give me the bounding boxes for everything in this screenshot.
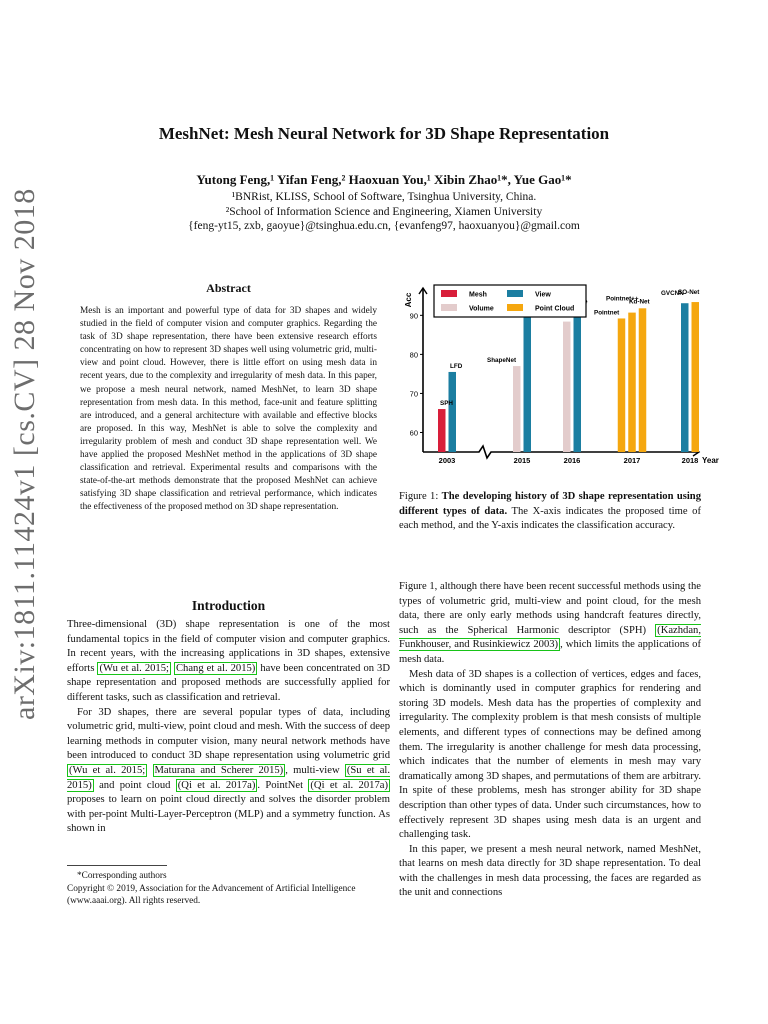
- bar-label: SPH: [440, 400, 453, 408]
- legend-swatch: [441, 304, 457, 311]
- x-tick-label: 2016: [563, 456, 581, 465]
- intro-paragraph-1: [67, 618, 390, 706]
- x-tick-label: 2003: [438, 456, 456, 465]
- figure-caption-bold: The developing history of 3D shape representation using different types of data.: [399, 491, 701, 517]
- bar-label: ShapeNet: [487, 357, 517, 365]
- corresponding-note: *Corresponding authors: [77, 871, 167, 881]
- chart-legend: [434, 285, 586, 317]
- right-p1-text-cont: , which limits the applications of mesh data.: [399, 639, 701, 665]
- bar-lfd: [449, 372, 457, 452]
- affiliation-1: ¹BNRist, KLISS, School of Software, Tsinghua University, China.: [231, 191, 537, 203]
- bar-so-net: [692, 302, 700, 452]
- figure-1-chart: [399, 276, 724, 472]
- arxiv-identifier: arXiv:1811.11424v1 [cs.CV] 28 Nov 2018: [8, 188, 41, 720]
- bar-kd-net: [639, 308, 647, 452]
- abstract-text: Mesh is an important and powerful type of data for 3D shapes and widely studied in the field of computer vision and computer graphics. Regarding the task of 3D shape representation, there have been extensive research efforts concentrating on how to represent 3D shapes well using volumetric grid, multi-view and point cloud. However, there is little effort on using mesh data in recent years, due to the complexity and irregularity of mesh data. In this paper, we propose a mesh neural network, named MeshNet, to learn 3D shape representation from mesh data. In this method, face-unit and feature splitting are introduced, and a general architecture with available and effective blocks are proposed. In this way, MeshNet is able to solve the complexity and irregularity problem of mesh and conduct 3D shape representation well. We have applied the proposed MeshNet method in the applications of 3D shape classification and retrieval. Experimental results and comparisons with the state-of-the-art methods demonstrate that the proposed MeshNet can achieve satisfying 3D shape classification and retrieval performance, which indicates the effectiveness of the proposed method on 3D shape representation.: [80, 306, 377, 513]
- intro-p2-text-e: proposes to learn on point cloud directly and solves the disorder problem with per-point Multi-Layer-Perceptron (MLP) and a symmetry function. As shown in: [67, 794, 390, 835]
- legend-label: View: [535, 291, 551, 299]
- y-axis-label: Acc: [404, 292, 413, 308]
- bar-fpnn: [563, 322, 571, 452]
- y-tick-label: 90: [409, 311, 418, 321]
- author-emails: {feng-yt15, zxb, gaoyue}@tsinghua.edu.cn, {evanfeng97, haoxuanyou}@gmail.com: [188, 220, 580, 232]
- intro-p1-text-cont: have been concentrated on 3D shape representation and proposed methods are successfully applied for different tasks, such as classification and retrieval.: [67, 662, 391, 703]
- legend-swatch: [441, 290, 457, 297]
- x-axis-label: Year: [702, 456, 719, 465]
- x-tick-label: 2015: [513, 456, 531, 465]
- figure-caption-rest: The X-axis indicates the proposed time of each method, and the Y-axis indicates the classification accuracy.: [399, 505, 701, 532]
- citation-link[interactable]: (Qi et al. 2017a): [177, 779, 256, 791]
- bar-label: LFD: [450, 362, 463, 370]
- footnote-rule: [67, 865, 167, 866]
- citation-link[interactable]: (Kazhdan, Funkhouser, and Rusinkiewicz 2003): [399, 624, 701, 651]
- bar-mvcnn: [524, 315, 532, 452]
- right-paragraph-2: Mesh data of 3D shapes is a collection of vertices, edges and faces, which is dominantly used in computer graphics for rendering and storing 3D models. Mesh data has the properties of complexity and irregularity. The complexity problem is that mesh consists of multiple elements, and different types of connections may be defined among them. The irregularity is another challenge for mesh data processing, which indicates that the number of elements in mesh may vary dramatically among 3D shapes, and permutations of them are arbitrary. In spite of these problems, mesh has stronger ability for 3D shape description than other types of data. Under such circumstances, how to effectively represent 3D shapes using mesh data is an urgent and challenging task.: [399, 668, 701, 841]
- bar-label: Kd-Net: [629, 298, 650, 306]
- y-tick-label: 60: [409, 428, 418, 438]
- bar-pairwise: [574, 313, 582, 452]
- x-axis-line: [423, 446, 699, 458]
- right-column-body: [399, 580, 701, 901]
- citation-link[interactable]: Chang et al. 2015): [175, 662, 256, 674]
- bar-label: SO-Net: [678, 289, 700, 297]
- affiliation-2: ²School of Information Science and Engineering, Xiamen University: [225, 206, 543, 218]
- abstract-heading: Abstract: [206, 281, 251, 295]
- legend-swatch: [507, 304, 523, 311]
- bar-pointnet: [618, 318, 626, 452]
- intro-p1-text: Three-dimensional (3D) shape representation is one of the most fundamental topics in the field of computer vision and computer graphics. In recent years, with the increasing applications in 3D shapes, extensive efforts: [67, 619, 390, 674]
- y-tick-label: 70: [409, 389, 418, 399]
- author-list: Yutong Feng,¹ Yifan Feng,² Haoxuan You,¹ Xibin Zhao¹*, Yue Gao¹*: [196, 172, 572, 187]
- legend-swatch: [507, 290, 523, 297]
- citation-link[interactable]: (Qi et al. 2017a): [310, 779, 388, 791]
- figure-caption: [399, 490, 701, 534]
- bar-pointnet-: [628, 313, 636, 452]
- citation-link[interactable]: Maturana and Scherer 2015): [154, 764, 284, 776]
- legend-label: Volume: [469, 305, 494, 313]
- intro-p2-text-d: . PointNet: [257, 779, 309, 791]
- bar-label: Pointnet: [594, 309, 620, 317]
- paper-title: MeshNet: Mesh Neural Network for 3D Shape Representation: [158, 124, 610, 143]
- introduction-heading: Introduction: [191, 598, 266, 613]
- legend-label: Point Cloud: [535, 305, 575, 313]
- bar-gvcnn: [681, 303, 689, 452]
- introduction-body: [67, 618, 390, 837]
- intro-p2-text-c: and point cloud: [93, 779, 176, 791]
- intro-p2-text-b: , multi-view: [285, 764, 345, 776]
- bar-shapenet: [513, 366, 521, 452]
- citation-link[interactable]: (Wu et al. 2015;: [69, 764, 146, 776]
- citation-link[interactable]: (Su et al. 2015): [67, 764, 391, 791]
- citation-link[interactable]: (Wu et al. 2015;: [99, 662, 169, 674]
- x-tick-label: 2017: [623, 456, 641, 465]
- footnote: [67, 870, 367, 908]
- legend-label: Mesh: [469, 291, 487, 299]
- bar-label: GVCNN: [661, 290, 684, 298]
- copyright-note: Copyright © 2019, Association for the Advancement of Artificial Intelligence (www.aaai.org). All rights reserved.: [67, 883, 356, 906]
- right-p1-text: Figure 1, although there have been recent successful methods using the types of volumetric grid, multi-view and point cloud, for the mesh data, there are only early methods using handcraft features directly, such as the Spherical Harmonic descriptor (SPH): [399, 581, 701, 636]
- right-paragraph-1: [399, 580, 701, 668]
- intro-paragraph-2: [67, 706, 390, 837]
- intro-p2-text: For 3D shapes, there are several popular types of data, including volumetric grid, multi-view, point cloud and mesh. With the success of deep learning methods in computer vision, many neural network methods have been introduced to conduct 3D shape representation using volumetric grid: [67, 706, 390, 762]
- x-tick-label: 2018: [681, 456, 699, 465]
- figure-label: Figure 1:: [399, 491, 442, 502]
- bar-sph: [438, 409, 446, 452]
- bar-label: Pointnet++: [606, 295, 639, 303]
- y-tick-label: 80: [409, 350, 418, 360]
- right-paragraph-3: In this paper, we present a mesh neural network, named MeshNet, that learns on mesh data directly for 3D shape representation. To deal with the challenges in mesh data processing, the faces are regarded as the unit and connections: [399, 843, 701, 899]
